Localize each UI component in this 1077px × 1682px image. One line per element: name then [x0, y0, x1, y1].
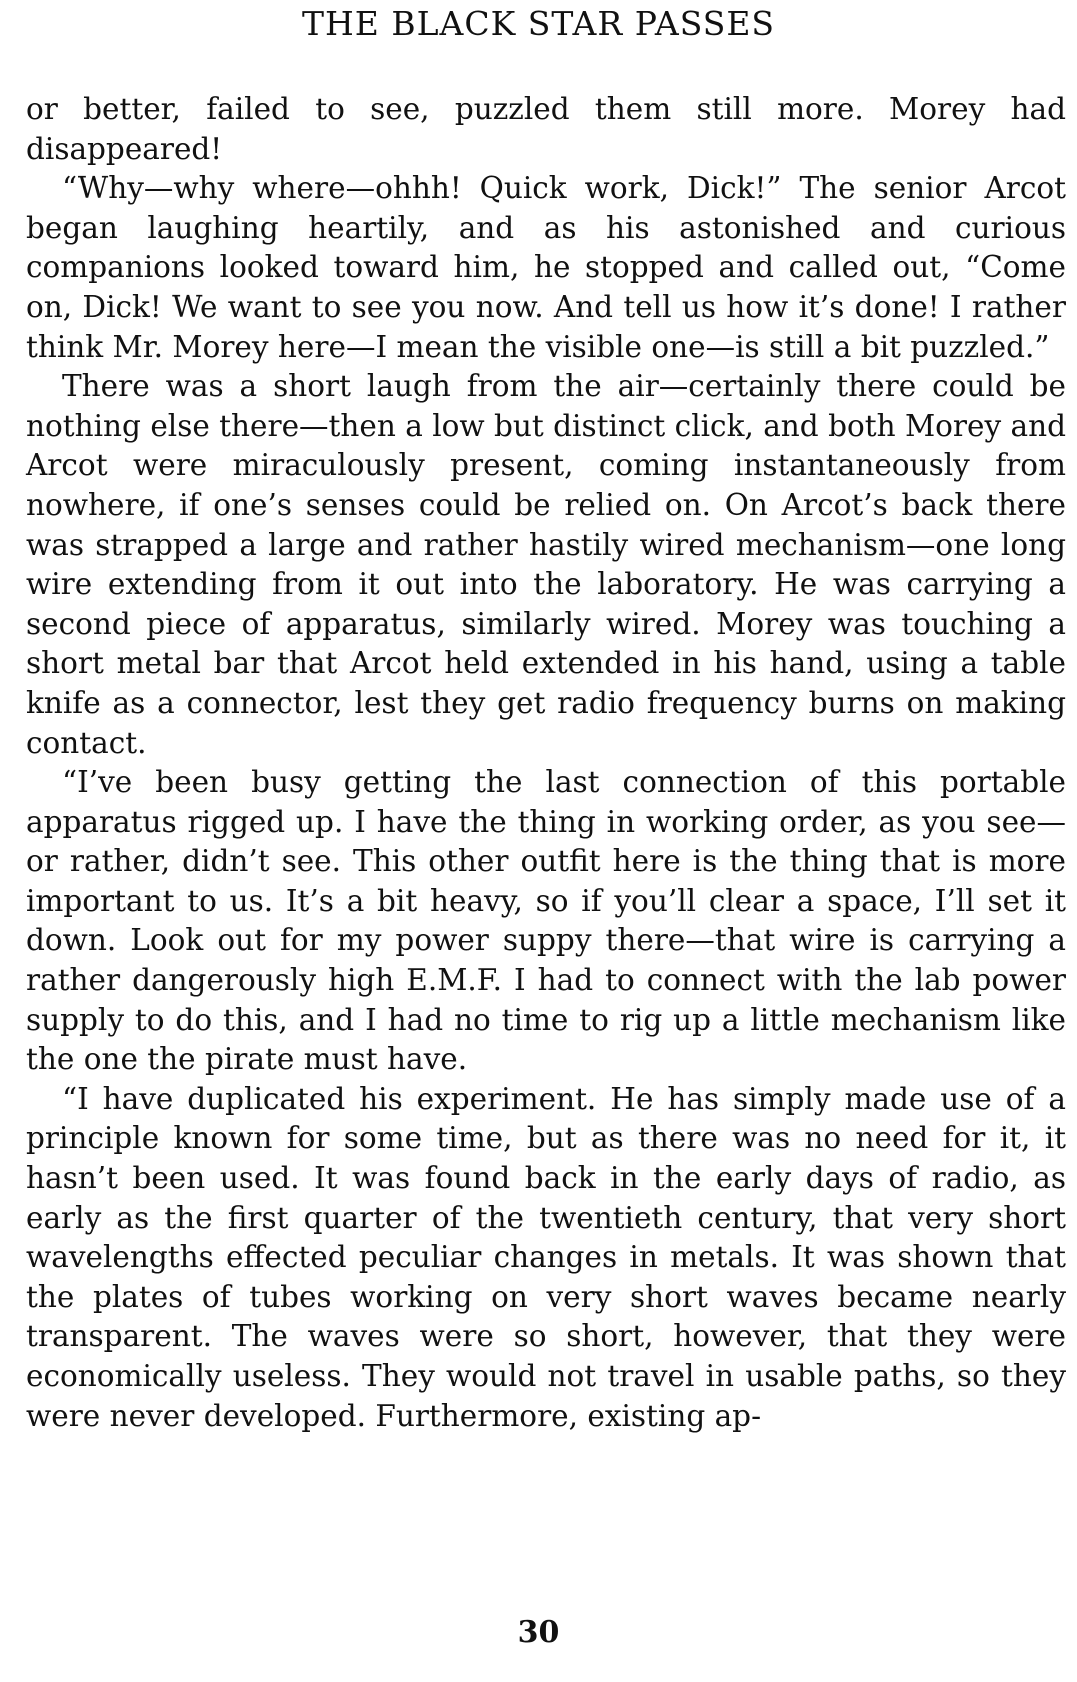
paragraph-2: “Why—why where—ohhh! Quick work, Dick!” The senior Arcot began laughing heartily, and as his astonished and curious companions looked toward him, he stopped and called out, “Come on, Dick! We want to see you now. And tell us how it’s done! I rather think Mr. Morey here—I mean the visible one—is still a bit puzzled.”: [26, 171, 1066, 364]
page-number: 30: [517, 1615, 560, 1650]
paragraph-1: or better, failed to see, puzzled them still more. Morey had disappeared!: [26, 92, 1066, 166]
paragraph-4: “I’ve been busy getting the last connection of this portable apparatus rigged up. I have the thing in working order, as you see—or rather, didn’t see. This other outfit here is the thing that is more important to us. It’s a bit heavy, so if you’ll clear a space, I’ll set it down. Look out for my power suppy there—that wire is carrying a rather dangerously high E.M.F. I had to connect with the lab power supply to do this, and I had no time to rig up a little mechanism like the one the pirate must have.: [26, 765, 1066, 1077]
paragraph-3: There was a short laugh from the air—certainly there could be nothing else there—then a low but distinct click, and both Morey and Arcot were miraculously present, coming instantaneously from nowhere, if one’s senses could be relied on. On Arcot’s back there was strapped a large and rather hastily wired mechanism—one long wire extending from it out into the laboratory. He was carrying a second piece of apparatus, similarly wired. Morey was touching a short metal bar that Arcot held extended in his hand, using a table knife as a connector, lest they get radio frequency burns on making contact.: [26, 369, 1066, 760]
paragraph-5: “I have duplicated his experiment. He has simply made use of a principle known for some time, but as there was no need for it, it hasn’t been used. It was found back in the early days of radio, as early as the first quarter of the twentieth century, that very short wavelengths effected peculiar changes in metals. It was shown that the plates of tubes working on very short waves became nearly transparent. The waves were so short, however, that they were economically useless. They would not travel in usable paths, so they were never developed. Furthermore, existing ap-: [26, 1081, 1066, 1433]
running-head: THE BLACK STAR PASSES: [301, 4, 776, 43]
body-text: [26, 90, 1066, 1436]
